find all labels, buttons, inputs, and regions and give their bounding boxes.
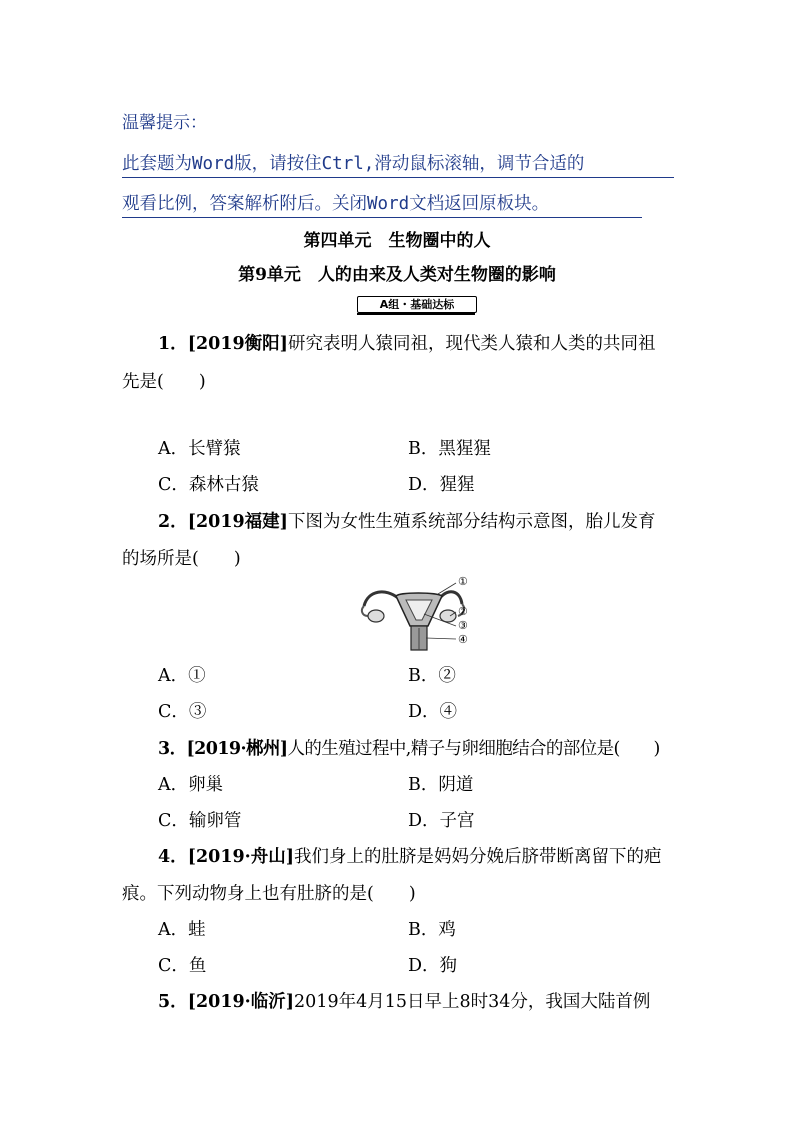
q4-option-a: A．蛙: [158, 920, 206, 940]
badge-underline: [357, 313, 475, 315]
question-text: 下图为女性生殖系统部分结构示意图，胎儿发育: [287, 512, 656, 532]
tip-line-2: 观看比例，答案解析附后。关闭Word文档返回原板块。: [122, 190, 642, 218]
tip-line-1: 此套题为Word版，请按住Ctrl,滑动鼠标滚轴，调节合适的: [122, 150, 674, 178]
figure-label-4: ④: [458, 633, 468, 646]
question-source: [2019·舟山]: [187, 847, 295, 867]
q3-option-c: C．输卵管: [158, 811, 242, 831]
question-text: 2019年4月15日早上8时34分，我国大陆首例: [294, 992, 651, 1012]
question-number: 4．: [158, 847, 188, 867]
question-text: 研究表明人猿同祖，现代类人猿和人类的共同祖: [287, 334, 656, 354]
q2-option-a: A．①: [158, 666, 206, 686]
unit-title: 第四单元 生物圈中的人: [303, 231, 491, 251]
question-text: 我们身上的肚脐是妈妈分娩后脐带断离留下的疤: [294, 847, 662, 867]
figure-label-2: ②: [458, 605, 468, 618]
q3-option-b: B．阴道: [408, 775, 474, 795]
q2-option-d: D．④: [408, 702, 458, 722]
question-3-line-1: [158, 735, 660, 760]
question-source: [2019福建]: [187, 512, 288, 532]
question-number: 3．: [158, 739, 187, 759]
question-4-line-2: 痕。下列动物身上也有肚脐的是( ): [122, 884, 416, 904]
question-source: [2019衡阳]: [187, 334, 288, 354]
question-number: 2．: [158, 512, 188, 532]
question-text: 人的生殖过程中,精子与卵细胞结合的部位是( ): [287, 739, 660, 759]
question-1-line-1: [158, 330, 655, 355]
question-number: 1．: [158, 334, 188, 354]
group-badge-label: A组・基础达标: [357, 296, 477, 313]
reproductive-system-figure: [356, 576, 474, 652]
question-number: 5．: [158, 992, 188, 1012]
question-1-line-2: 先是( ): [122, 372, 206, 392]
q1-option-d: D．猩猩: [408, 475, 475, 495]
question-2-line-2: 的场所是( ): [122, 549, 241, 569]
q3-option-d: D．子宫: [408, 811, 475, 831]
figure-label-1: ①: [458, 575, 468, 588]
q1-option-c: C．森林古猿: [158, 475, 259, 495]
question-5-line-1: [158, 988, 650, 1013]
question-4-line-1: [158, 843, 662, 868]
group-badge: [357, 296, 475, 314]
chapter-title: 第9单元 人的由来及人类对生物圈的影响: [238, 265, 556, 285]
q1-option-b: B．黑猩猩: [408, 439, 491, 459]
uterus-diagram: [356, 576, 474, 652]
question-source: [2019·临沂]: [187, 992, 295, 1012]
q1-option-a: A．长臂猿: [158, 439, 241, 459]
question-source: [2019·郴州]: [186, 739, 288, 759]
q4-option-d: D．狗: [408, 956, 458, 976]
q3-option-a: A．卵巢: [158, 775, 224, 795]
q2-option-c: C．③: [158, 702, 207, 722]
figure-label-3: ③: [458, 619, 468, 632]
q4-option-c: C．鱼: [158, 956, 207, 976]
question-2-line-1: [158, 508, 655, 533]
q4-option-b: B．鸡: [408, 920, 456, 940]
q2-option-b: B．②: [408, 666, 456, 686]
tip-heading: 温馨提示：: [122, 113, 207, 133]
